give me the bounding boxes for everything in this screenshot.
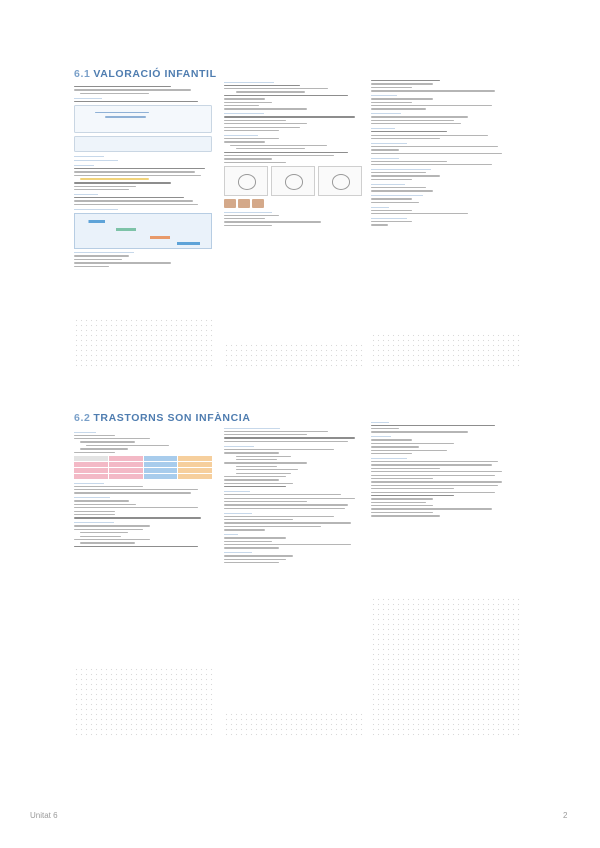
text-line — [95, 112, 149, 113]
text-line — [224, 462, 307, 463]
text-line — [224, 102, 272, 103]
text-line — [236, 456, 291, 457]
subheading — [371, 168, 431, 170]
text-line — [371, 431, 468, 432]
text-line — [224, 437, 355, 438]
subheading — [224, 427, 280, 429]
subheading — [224, 552, 252, 554]
text-line — [371, 102, 412, 103]
text-line — [74, 266, 109, 267]
text-line — [74, 507, 198, 508]
text-line — [371, 475, 495, 476]
subheading — [371, 113, 401, 115]
dot-grid — [224, 712, 364, 737]
notes-column-1 — [74, 428, 212, 549]
text-line — [371, 461, 498, 462]
text-line — [224, 130, 279, 131]
text-line — [371, 488, 454, 489]
text-line — [236, 469, 298, 470]
text-line — [236, 459, 277, 460]
notes-column-3 — [371, 418, 509, 519]
subheading — [371, 206, 389, 208]
text-line — [224, 138, 279, 139]
text-line — [371, 149, 399, 150]
text-line — [224, 162, 286, 163]
table-cell — [74, 468, 108, 473]
text-line — [371, 108, 426, 109]
footer-page-number: 2 — [563, 811, 568, 820]
text-line — [371, 439, 412, 440]
table-cell — [109, 468, 143, 473]
text-line — [236, 473, 291, 474]
subheading — [371, 142, 407, 144]
subheading — [371, 217, 407, 219]
text-line — [74, 89, 191, 90]
footer-unit-label: Unitat 6 — [30, 811, 58, 820]
table-cell — [109, 456, 143, 461]
subheading — [371, 157, 399, 159]
subheading — [224, 113, 264, 115]
text-line — [224, 476, 286, 477]
mindmap-graphic — [74, 213, 212, 249]
text-line — [371, 453, 412, 454]
text-line — [224, 98, 265, 99]
text-line — [224, 483, 293, 484]
text-line — [371, 105, 492, 106]
text-line — [224, 141, 265, 142]
text-line — [371, 481, 502, 482]
table-cell — [144, 462, 178, 467]
subheading — [224, 81, 274, 83]
text-line — [74, 255, 129, 256]
section-title-text: VALORACIÓ INFANTIL — [93, 68, 217, 80]
text-line — [236, 466, 277, 467]
text-line — [371, 471, 502, 472]
photo-thumbnail — [252, 199, 264, 208]
notes-column-2 — [224, 424, 362, 566]
subheading — [371, 457, 407, 459]
subheading — [74, 252, 134, 254]
text-line — [224, 221, 321, 222]
text-line — [74, 500, 129, 501]
text-line — [371, 175, 440, 176]
text-line — [74, 86, 171, 87]
text-line — [371, 190, 433, 191]
text-line — [224, 218, 265, 219]
text-line — [371, 446, 419, 447]
text-line — [74, 204, 198, 205]
text-line — [224, 95, 348, 96]
text-line — [371, 425, 495, 426]
text-line — [74, 504, 136, 505]
text-line — [371, 508, 492, 509]
text-line — [74, 101, 198, 102]
text-line — [74, 511, 115, 512]
text-line — [224, 85, 300, 86]
text-line — [80, 448, 128, 449]
subheading — [224, 445, 254, 447]
text-line — [80, 536, 121, 537]
subheading — [74, 160, 118, 162]
text-line — [371, 505, 433, 506]
text-line — [224, 562, 279, 563]
subheading — [74, 97, 102, 99]
text-line — [74, 546, 198, 547]
text-line — [371, 120, 454, 121]
text-line — [224, 486, 286, 487]
text-line — [371, 187, 426, 188]
section-title — [74, 412, 251, 424]
dot-grid — [371, 333, 521, 368]
subheading — [224, 534, 238, 536]
text-line — [224, 108, 307, 109]
text-line — [371, 83, 433, 84]
table-cell — [144, 468, 178, 473]
dot-grid — [371, 597, 521, 737]
text-line — [74, 186, 136, 187]
text-line — [371, 478, 433, 479]
text-line — [224, 516, 334, 517]
text-line — [74, 489, 198, 490]
photo-row — [224, 199, 362, 208]
table-cell — [178, 462, 212, 467]
text-line — [371, 131, 447, 132]
text-line — [80, 542, 135, 543]
text-line — [371, 172, 426, 173]
text-line — [371, 146, 498, 147]
section-number: 6.2 — [74, 412, 91, 424]
text-line — [80, 93, 149, 94]
text-line — [224, 155, 334, 156]
text-line — [371, 123, 461, 124]
text-line — [371, 502, 426, 503]
text-line — [371, 202, 419, 203]
subheading — [74, 193, 98, 195]
table-cell — [74, 474, 108, 479]
text-line — [74, 529, 143, 530]
text-line — [224, 120, 286, 121]
section-trastorns-son-infancia — [74, 412, 524, 742]
section-valoracio-infantil — [74, 68, 524, 368]
text-line — [224, 215, 279, 216]
text-line — [371, 443, 454, 444]
text-line — [80, 532, 128, 533]
subheading — [224, 512, 252, 514]
text-line — [371, 210, 412, 211]
text-line — [224, 116, 355, 117]
table-cell — [178, 474, 212, 479]
text-line — [74, 438, 150, 439]
text-line — [371, 485, 498, 486]
text-line — [236, 91, 305, 92]
notes-column-2 — [224, 78, 362, 228]
subheading — [74, 522, 114, 524]
section-title-text: TRASTORNS SON INFÀNCIA — [93, 412, 251, 424]
text-line — [371, 515, 440, 516]
text-line — [224, 498, 355, 499]
subheading — [74, 155, 104, 157]
text-line — [105, 116, 146, 117]
subheading — [74, 497, 110, 499]
subheading — [371, 127, 395, 129]
text-line — [224, 441, 348, 442]
text-line — [371, 153, 502, 154]
text-line — [224, 449, 334, 450]
subheading — [74, 431, 96, 433]
text-line — [224, 529, 265, 530]
text-line — [224, 105, 259, 106]
subheading — [371, 95, 397, 97]
text-line — [371, 464, 492, 465]
table-cell — [109, 462, 143, 467]
text-line — [371, 164, 492, 165]
text-line — [224, 152, 348, 153]
subheading — [224, 134, 258, 136]
section-number: 6.1 — [74, 68, 91, 80]
text-line — [371, 213, 468, 214]
table-cell — [74, 462, 108, 467]
text-line — [224, 479, 279, 480]
text-line — [224, 544, 351, 545]
text-line — [74, 435, 115, 436]
text-line — [236, 148, 305, 149]
text-line — [80, 441, 135, 442]
subheading — [74, 482, 104, 484]
sketch-illustration — [271, 166, 315, 196]
text-line — [224, 494, 341, 495]
colored-table — [74, 456, 212, 479]
text-line — [224, 537, 286, 538]
text-line — [224, 504, 348, 505]
table-cell — [109, 474, 143, 479]
text-line — [224, 522, 351, 523]
text-line — [74, 171, 195, 172]
text-line — [371, 428, 399, 429]
text-line — [74, 182, 171, 183]
text-line — [74, 514, 115, 515]
notes-column-1 — [74, 84, 212, 269]
text-line — [224, 526, 321, 527]
subheading — [371, 421, 389, 423]
text-line — [224, 434, 307, 435]
text-line — [224, 559, 286, 560]
subheading — [371, 183, 405, 185]
sketch-illustration — [318, 166, 362, 196]
text-line — [371, 80, 440, 81]
text-line — [371, 495, 454, 496]
text-line — [371, 116, 468, 117]
text-line — [371, 98, 433, 99]
text-line — [371, 198, 412, 199]
text-line — [224, 158, 272, 159]
text-line — [86, 445, 169, 446]
text-line — [74, 259, 122, 260]
text-line — [224, 547, 279, 548]
notes-column-3 — [371, 78, 509, 228]
text-line — [371, 161, 447, 162]
text-line — [74, 197, 184, 198]
table-cell — [74, 456, 108, 461]
text-line — [224, 123, 307, 124]
text-line — [224, 501, 307, 502]
timeline-graphic — [74, 136, 212, 152]
subheading — [74, 164, 94, 166]
text-line — [74, 492, 191, 493]
text-line — [224, 555, 293, 556]
text-line — [371, 224, 388, 225]
illustrations-row — [224, 166, 362, 196]
table-cell — [178, 456, 212, 461]
text-line — [74, 168, 205, 169]
highlight-line — [80, 178, 149, 180]
text-line — [371, 450, 447, 451]
text-line — [371, 179, 412, 180]
dot-grid — [74, 667, 214, 737]
photo-thumbnail — [224, 199, 236, 208]
text-line — [74, 262, 171, 263]
text-line — [371, 498, 433, 499]
dot-grid — [74, 318, 214, 368]
text-line — [74, 539, 150, 540]
table-cell — [144, 474, 178, 479]
text-line — [74, 525, 150, 526]
text-line — [224, 541, 272, 542]
text-line — [74, 452, 115, 453]
text-line — [371, 90, 495, 91]
subheading — [371, 195, 423, 197]
section-title — [74, 68, 217, 80]
text-line — [74, 486, 143, 487]
text-line — [74, 517, 201, 518]
text-line — [230, 145, 327, 146]
dot-grid — [224, 343, 364, 368]
text-line — [371, 492, 495, 493]
text-line — [74, 189, 129, 190]
subheading — [74, 208, 118, 210]
text-line — [371, 221, 412, 222]
text-line — [371, 138, 440, 139]
text-line — [224, 88, 328, 89]
subheading — [224, 211, 272, 213]
text-line — [224, 127, 300, 128]
text-line — [371, 512, 433, 513]
table-cell — [178, 468, 212, 473]
text-line — [224, 431, 328, 432]
text-line — [74, 200, 193, 201]
text-line — [224, 452, 279, 453]
text-line — [224, 519, 293, 520]
sketch-illustration — [224, 166, 268, 196]
diagram-box — [74, 105, 212, 133]
text-line — [74, 175, 201, 176]
table-cell — [144, 456, 178, 461]
text-line — [371, 468, 440, 469]
subheading — [371, 436, 391, 438]
photo-thumbnail — [238, 199, 250, 208]
text-line — [371, 135, 488, 136]
text-line — [224, 225, 272, 226]
text-line — [371, 87, 412, 88]
subheading — [224, 490, 250, 492]
text-line — [224, 508, 345, 509]
